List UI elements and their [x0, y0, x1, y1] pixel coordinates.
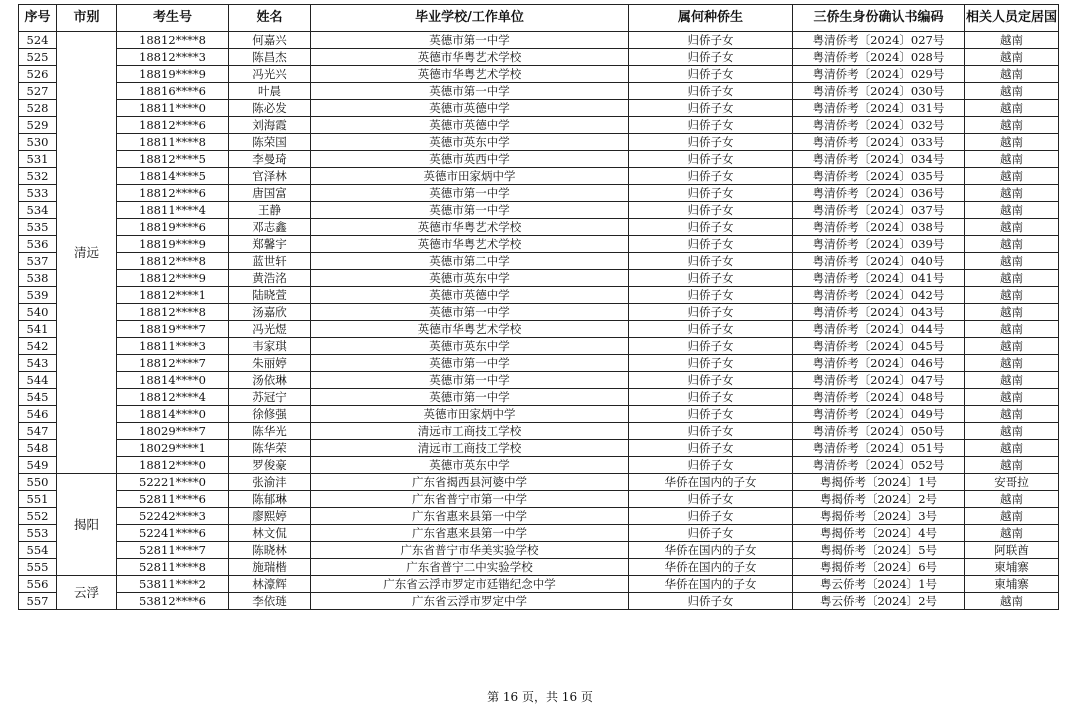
cell-school: 广东省揭西县河婆中学	[311, 474, 629, 491]
overseas-student-table	[18, 4, 1059, 610]
cell-exam-id: 18819****9	[117, 66, 229, 83]
cell-seq: 552	[19, 508, 57, 525]
cell-exam-id: 18029****1	[117, 440, 229, 457]
table-row	[19, 253, 1059, 270]
cell-country: 越南	[965, 100, 1059, 117]
table-row	[19, 151, 1059, 168]
header-country: 相关人员定居国	[965, 5, 1059, 32]
cell-school: 广东省云浮市罗定市廷锴纪念中学	[311, 576, 629, 593]
cell-name: 林濠辉	[229, 576, 311, 593]
cell-exam-id: 18811****3	[117, 338, 229, 355]
table-row	[19, 236, 1059, 253]
cell-name: 叶晨	[229, 83, 311, 100]
cell-type: 归侨子女	[629, 134, 793, 151]
cell-country: 越南	[965, 593, 1059, 610]
header-type: 属何种侨生	[629, 5, 793, 32]
cell-name: 陈昌杰	[229, 49, 311, 66]
table-row	[19, 474, 1059, 491]
cell-type: 归侨子女	[629, 117, 793, 134]
cell-seq: 549	[19, 457, 57, 474]
cell-exam-id: 18816****6	[117, 83, 229, 100]
table-row	[19, 542, 1059, 559]
cell-school: 英德市华粤艺术学校	[311, 49, 629, 66]
cell-name: 罗俊豪	[229, 457, 311, 474]
cell-school: 英德市第一中学	[311, 372, 629, 389]
cell-type: 归侨子女	[629, 202, 793, 219]
table-row	[19, 440, 1059, 457]
cell-country: 越南	[965, 202, 1059, 219]
cell-cert-code: 粤清侨考〔2024〕051号	[793, 440, 965, 457]
cell-country: 越南	[965, 457, 1059, 474]
cell-country: 越南	[965, 32, 1059, 49]
table-row	[19, 321, 1059, 338]
table-row	[19, 559, 1059, 576]
cell-cert-code: 粤清侨考〔2024〕036号	[793, 185, 965, 202]
cell-type: 归侨子女	[629, 219, 793, 236]
cell-country: 越南	[965, 304, 1059, 321]
cell-seq: 530	[19, 134, 57, 151]
table-row	[19, 287, 1059, 304]
cell-exam-id: 18811****8	[117, 134, 229, 151]
cell-type: 华侨在国内的子女	[629, 576, 793, 593]
cell-type: 归侨子女	[629, 389, 793, 406]
cell-cert-code: 粤清侨考〔2024〕035号	[793, 168, 965, 185]
header-exam-id: 考生号	[117, 5, 229, 32]
cell-name: 刘海霞	[229, 117, 311, 134]
cell-cert-code: 粤清侨考〔2024〕028号	[793, 49, 965, 66]
cell-country: 越南	[965, 219, 1059, 236]
table-row	[19, 576, 1059, 593]
table-row	[19, 304, 1059, 321]
cell-country: 越南	[965, 134, 1059, 151]
cell-seq: 524	[19, 32, 57, 49]
cell-school: 英德市第一中学	[311, 304, 629, 321]
cell-school: 英德市第一中学	[311, 185, 629, 202]
cell-type: 归侨子女	[629, 491, 793, 508]
table-row	[19, 355, 1059, 372]
cell-school: 英德市第一中学	[311, 83, 629, 100]
table-row	[19, 83, 1059, 100]
cell-cert-code: 粤清侨考〔2024〕047号	[793, 372, 965, 389]
cell-country: 越南	[965, 508, 1059, 525]
cell-country: 越南	[965, 338, 1059, 355]
cell-school: 英德市田家炳中学	[311, 406, 629, 423]
cell-type: 归侨子女	[629, 236, 793, 253]
cell-exam-id: 18814****0	[117, 406, 229, 423]
cell-exam-id: 18812****5	[117, 151, 229, 168]
cell-country: 越南	[965, 236, 1059, 253]
cell-exam-id: 53812****6	[117, 593, 229, 610]
cell-type: 归侨子女	[629, 372, 793, 389]
cell-cert-code: 粤清侨考〔2024〕045号	[793, 338, 965, 355]
table-row	[19, 491, 1059, 508]
cell-name: 朱丽婷	[229, 355, 311, 372]
cell-seq: 529	[19, 117, 57, 134]
cell-school: 英德市英德中学	[311, 117, 629, 134]
cell-exam-id: 18812****9	[117, 270, 229, 287]
cell-name: 王静	[229, 202, 311, 219]
cell-cert-code: 粤清侨考〔2024〕050号	[793, 423, 965, 440]
cell-type: 归侨子女	[629, 525, 793, 542]
cell-country: 阿联酋	[965, 542, 1059, 559]
cell-seq: 548	[19, 440, 57, 457]
cell-country: 柬埔寨	[965, 576, 1059, 593]
cell-name: 陈郁琳	[229, 491, 311, 508]
cell-exam-id: 52811****7	[117, 542, 229, 559]
cell-seq: 531	[19, 151, 57, 168]
cell-cert-code: 粤清侨考〔2024〕038号	[793, 219, 965, 236]
table-row	[19, 185, 1059, 202]
cell-cert-code: 粤揭侨考〔2024〕6号	[793, 559, 965, 576]
cell-name: 郑馨宇	[229, 236, 311, 253]
cell-school: 英德市华粤艺术学校	[311, 236, 629, 253]
cell-school: 英德市英德中学	[311, 100, 629, 117]
cell-cert-code: 粤揭侨考〔2024〕2号	[793, 491, 965, 508]
cell-name: 陈晓林	[229, 542, 311, 559]
table-header-row	[19, 5, 1059, 32]
table-row	[19, 525, 1059, 542]
table-row	[19, 100, 1059, 117]
cell-type: 归侨子女	[629, 270, 793, 287]
cell-country: 越南	[965, 406, 1059, 423]
cell-type: 归侨子女	[629, 593, 793, 610]
cell-type: 归侨子女	[629, 185, 793, 202]
cell-country: 越南	[965, 151, 1059, 168]
cell-seq: 542	[19, 338, 57, 355]
cell-cert-code: 粤清侨考〔2024〕046号	[793, 355, 965, 372]
cell-type: 归侨子女	[629, 66, 793, 83]
cell-country: 越南	[965, 270, 1059, 287]
cell-name: 陈荣国	[229, 134, 311, 151]
cell-seq: 557	[19, 593, 57, 610]
cell-cert-code: 粤清侨考〔2024〕030号	[793, 83, 965, 100]
cell-seq: 532	[19, 168, 57, 185]
cell-school: 英德市英西中学	[311, 151, 629, 168]
cell-exam-id: 18811****0	[117, 100, 229, 117]
header-cert-code: 三侨生身份确认书编码	[793, 5, 965, 32]
cell-cert-code: 粤揭侨考〔2024〕5号	[793, 542, 965, 559]
cell-country: 越南	[965, 525, 1059, 542]
cell-type: 归侨子女	[629, 321, 793, 338]
cell-seq: 540	[19, 304, 57, 321]
cell-name: 何嘉兴	[229, 32, 311, 49]
cell-school: 英德市英东中学	[311, 338, 629, 355]
cell-country: 越南	[965, 66, 1059, 83]
cell-school: 英德市英德中学	[311, 287, 629, 304]
cell-country: 越南	[965, 321, 1059, 338]
cell-school: 英德市第一中学	[311, 32, 629, 49]
cell-exam-id: 18814****0	[117, 372, 229, 389]
cell-exam-id: 18819****9	[117, 236, 229, 253]
cell-type: 归侨子女	[629, 49, 793, 66]
cell-exam-id: 52242****3	[117, 508, 229, 525]
cell-cert-code: 粤清侨考〔2024〕043号	[793, 304, 965, 321]
table-row	[19, 270, 1059, 287]
cell-seq: 525	[19, 49, 57, 66]
cell-school: 英德市华粤艺术学校	[311, 321, 629, 338]
table-row	[19, 457, 1059, 474]
cell-country: 越南	[965, 253, 1059, 270]
table-row	[19, 406, 1059, 423]
cell-seq: 553	[19, 525, 57, 542]
cell-type: 归侨子女	[629, 338, 793, 355]
table-row	[19, 389, 1059, 406]
cell-exam-id: 18812****7	[117, 355, 229, 372]
table-row	[19, 508, 1059, 525]
cell-name: 李依琏	[229, 593, 311, 610]
cell-country: 越南	[965, 49, 1059, 66]
cell-country: 越南	[965, 491, 1059, 508]
cell-cert-code: 粤清侨考〔2024〕037号	[793, 202, 965, 219]
cell-exam-id: 18812****8	[117, 253, 229, 270]
cell-type: 归侨子女	[629, 508, 793, 525]
cell-cert-code: 粤揭侨考〔2024〕3号	[793, 508, 965, 525]
cell-name: 陈华光	[229, 423, 311, 440]
cell-type: 归侨子女	[629, 440, 793, 457]
cell-school: 广东省云浮市罗定中学	[311, 593, 629, 610]
cell-cert-code: 粤清侨考〔2024〕032号	[793, 117, 965, 134]
cell-name: 官泽林	[229, 168, 311, 185]
cell-exam-id: 18819****6	[117, 219, 229, 236]
cell-exam-id: 18819****7	[117, 321, 229, 338]
cell-country: 越南	[965, 423, 1059, 440]
cell-exam-id: 52241****6	[117, 525, 229, 542]
cell-name: 汤嘉欣	[229, 304, 311, 321]
cell-type: 归侨子女	[629, 287, 793, 304]
cell-exam-id: 52221****0	[117, 474, 229, 491]
cell-name: 唐国富	[229, 185, 311, 202]
table-row	[19, 423, 1059, 440]
table-row	[19, 66, 1059, 83]
cell-name: 韦家琪	[229, 338, 311, 355]
cell-country: 越南	[965, 83, 1059, 100]
cell-cert-code: 粤清侨考〔2024〕052号	[793, 457, 965, 474]
cell-cert-code: 粤云侨考〔2024〕1号	[793, 576, 965, 593]
cell-exam-id: 18812****4	[117, 389, 229, 406]
cell-name: 陈华荣	[229, 440, 311, 457]
cell-country: 越南	[965, 168, 1059, 185]
cell-seq: 554	[19, 542, 57, 559]
cell-school: 广东省普宁市华美实验学校	[311, 542, 629, 559]
cell-seq: 526	[19, 66, 57, 83]
cell-exam-id: 18029****7	[117, 423, 229, 440]
cell-school: 英德市华粤艺术学校	[311, 66, 629, 83]
cell-city: 清远	[57, 32, 117, 474]
cell-school: 英德市第一中学	[311, 355, 629, 372]
cell-name: 廖熙婷	[229, 508, 311, 525]
cell-seq: 546	[19, 406, 57, 423]
cell-name: 冯光兴	[229, 66, 311, 83]
cell-exam-id: 18812****6	[117, 117, 229, 134]
table-body	[19, 32, 1059, 610]
page-footer: 第 16 页，共 16 页	[487, 690, 593, 704]
cell-name: 林文侃	[229, 525, 311, 542]
cell-name: 黄浩洺	[229, 270, 311, 287]
cell-cert-code: 粤揭侨考〔2024〕1号	[793, 474, 965, 491]
cell-seq: 550	[19, 474, 57, 491]
table-row	[19, 593, 1059, 610]
cell-seq: 533	[19, 185, 57, 202]
cell-type: 归侨子女	[629, 32, 793, 49]
cell-seq: 547	[19, 423, 57, 440]
cell-seq: 535	[19, 219, 57, 236]
cell-type: 华侨在国内的子女	[629, 474, 793, 491]
cell-cert-code: 粤清侨考〔2024〕042号	[793, 287, 965, 304]
cell-exam-id: 18812****6	[117, 185, 229, 202]
cell-name: 李曼琦	[229, 151, 311, 168]
cell-seq: 534	[19, 202, 57, 219]
cell-school: 英德市第一中学	[311, 389, 629, 406]
cell-seq: 537	[19, 253, 57, 270]
header-name: 姓名	[229, 5, 311, 32]
cell-seq: 528	[19, 100, 57, 117]
cell-type: 归侨子女	[629, 457, 793, 474]
table-row	[19, 134, 1059, 151]
cell-seq: 555	[19, 559, 57, 576]
cell-exam-id: 53811****2	[117, 576, 229, 593]
table-row	[19, 372, 1059, 389]
cell-name: 张渝沣	[229, 474, 311, 491]
cell-name: 施瑞楷	[229, 559, 311, 576]
cell-name: 蓝世轩	[229, 253, 311, 270]
cell-country: 越南	[965, 440, 1059, 457]
cell-exam-id: 18814****5	[117, 168, 229, 185]
cell-school: 英德市英东中学	[311, 457, 629, 474]
cell-seq: 536	[19, 236, 57, 253]
cell-seq: 545	[19, 389, 57, 406]
table-row	[19, 219, 1059, 236]
cell-cert-code: 粤清侨考〔2024〕029号	[793, 66, 965, 83]
cell-school: 广东省普宁市第一中学	[311, 491, 629, 508]
cell-seq: 544	[19, 372, 57, 389]
header-city: 市别	[57, 5, 117, 32]
cell-type: 归侨子女	[629, 168, 793, 185]
cell-seq: 556	[19, 576, 57, 593]
header-school: 毕业学校/工作单位	[311, 5, 629, 32]
cell-cert-code: 粤清侨考〔2024〕040号	[793, 253, 965, 270]
cell-cert-code: 粤揭侨考〔2024〕4号	[793, 525, 965, 542]
cell-exam-id: 18812****3	[117, 49, 229, 66]
cell-school: 清远市工商技工学校	[311, 423, 629, 440]
cell-type: 归侨子女	[629, 355, 793, 372]
cell-exam-id: 18811****4	[117, 202, 229, 219]
cell-type: 归侨子女	[629, 253, 793, 270]
cell-type: 华侨在国内的子女	[629, 542, 793, 559]
cell-country: 柬埔寨	[965, 559, 1059, 576]
cell-school: 英德市华粤艺术学校	[311, 219, 629, 236]
table-row	[19, 338, 1059, 355]
cell-exam-id: 18812****8	[117, 304, 229, 321]
cell-exam-id: 52811****8	[117, 559, 229, 576]
cell-type: 归侨子女	[629, 100, 793, 117]
cell-country: 越南	[965, 287, 1059, 304]
cell-name: 苏冠宁	[229, 389, 311, 406]
cell-type: 归侨子女	[629, 304, 793, 321]
cell-school: 广东省普宁二中实验学校	[311, 559, 629, 576]
cell-cert-code: 粤清侨考〔2024〕027号	[793, 32, 965, 49]
cell-exam-id: 18812****0	[117, 457, 229, 474]
cell-seq: 539	[19, 287, 57, 304]
cell-cert-code: 粤清侨考〔2024〕034号	[793, 151, 965, 168]
cell-cert-code: 粤清侨考〔2024〕044号	[793, 321, 965, 338]
cell-seq: 527	[19, 83, 57, 100]
cell-cert-code: 粤清侨考〔2024〕039号	[793, 236, 965, 253]
cell-school: 英德市第一中学	[311, 202, 629, 219]
cell-school: 广东省惠来县第一中学	[311, 508, 629, 525]
cell-seq: 551	[19, 491, 57, 508]
cell-name: 陆晓萱	[229, 287, 311, 304]
cell-school: 清远市工商技工学校	[311, 440, 629, 457]
cell-school: 广东省惠来县第一中学	[311, 525, 629, 542]
cell-country: 越南	[965, 185, 1059, 202]
cell-type: 归侨子女	[629, 423, 793, 440]
cell-country: 越南	[965, 117, 1059, 134]
cell-school: 英德市第二中学	[311, 253, 629, 270]
table-row	[19, 32, 1059, 49]
cell-country: 越南	[965, 372, 1059, 389]
cell-name: 冯光煜	[229, 321, 311, 338]
cell-name: 陈必发	[229, 100, 311, 117]
cell-cert-code: 粤清侨考〔2024〕033号	[793, 134, 965, 151]
cell-type: 华侨在国内的子女	[629, 559, 793, 576]
table-row	[19, 49, 1059, 66]
cell-country: 安哥拉	[965, 474, 1059, 491]
cell-exam-id: 52811****6	[117, 491, 229, 508]
cell-seq: 543	[19, 355, 57, 372]
table-row	[19, 168, 1059, 185]
cell-school: 英德市英东中学	[311, 134, 629, 151]
cell-exam-id: 18812****1	[117, 287, 229, 304]
cell-city: 云浮	[57, 576, 117, 610]
header-seq: 序号	[19, 5, 57, 32]
cell-name: 徐修强	[229, 406, 311, 423]
cell-type: 归侨子女	[629, 83, 793, 100]
cell-cert-code: 粤清侨考〔2024〕048号	[793, 389, 965, 406]
cell-country: 越南	[965, 389, 1059, 406]
cell-type: 归侨子女	[629, 406, 793, 423]
cell-cert-code: 粤清侨考〔2024〕031号	[793, 100, 965, 117]
cell-name: 邓志鑫	[229, 219, 311, 236]
cell-cert-code: 粤云侨考〔2024〕2号	[793, 593, 965, 610]
cell-exam-id: 18812****8	[117, 32, 229, 49]
cell-cert-code: 粤清侨考〔2024〕049号	[793, 406, 965, 423]
cell-school: 英德市英东中学	[311, 270, 629, 287]
cell-cert-code: 粤清侨考〔2024〕041号	[793, 270, 965, 287]
cell-name: 汤依琳	[229, 372, 311, 389]
table-row	[19, 202, 1059, 219]
cell-country: 越南	[965, 355, 1059, 372]
cell-seq: 541	[19, 321, 57, 338]
table-row	[19, 117, 1059, 134]
cell-seq: 538	[19, 270, 57, 287]
cell-school: 英德市田家炳中学	[311, 168, 629, 185]
cell-type: 归侨子女	[629, 151, 793, 168]
cell-city: 揭阳	[57, 474, 117, 576]
